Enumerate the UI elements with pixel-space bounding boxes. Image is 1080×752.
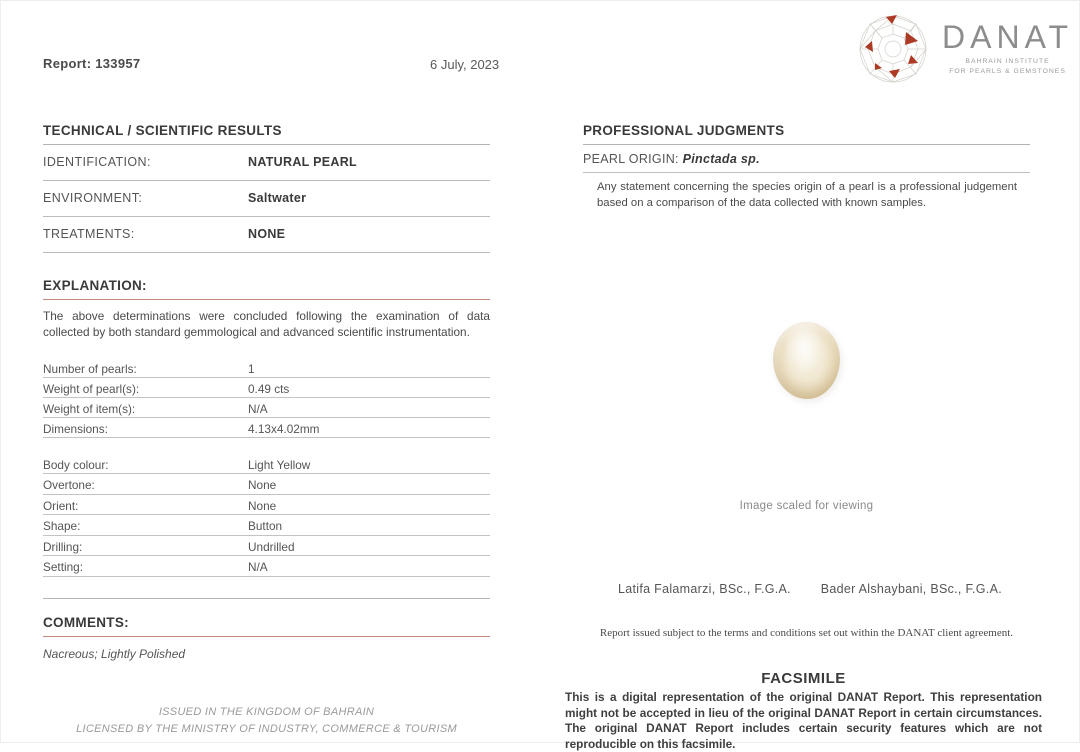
treatments-row bbox=[43, 217, 490, 253]
identification-label: IDENTIFICATION: bbox=[43, 155, 151, 169]
danat-wordmark: DANAT bbox=[942, 18, 1074, 55]
pearl-origin-row bbox=[583, 145, 1030, 173]
pearl-appearance-table bbox=[43, 454, 490, 577]
treatments-value: NONE bbox=[248, 227, 286, 241]
pearl-origin-note: Any statement concerning the species origin of a pearl is a professional judgement based on a comparison of the data collected with known samples. bbox=[597, 181, 1017, 209]
section-divider bbox=[43, 598, 490, 599]
table-row: Shape: Button bbox=[43, 515, 490, 536]
comments-body: Nacreous; Lightly Polished bbox=[43, 646, 186, 661]
professional-judgments-section bbox=[583, 123, 1030, 212]
danat-subtitle: BAHRAIN INSTITUTE FOR PEARLS & GEMSTONES bbox=[949, 57, 1066, 75]
issuer-footer bbox=[43, 704, 490, 738]
signature-right: Bader Alshaybani, BSc., F.G.A. bbox=[820, 582, 1002, 596]
table-row: Number of pearls: 1 bbox=[43, 358, 490, 378]
table-row: Weight of item(s): N/A bbox=[43, 398, 490, 418]
danat-logo-text bbox=[942, 18, 1074, 77]
professional-judgments-title: PROFESSIONAL JUDGMENTS bbox=[583, 123, 1030, 145]
environment-value: Saltwater bbox=[248, 191, 307, 205]
identification-row bbox=[43, 145, 490, 181]
report-date: 6 July, 2023 bbox=[430, 57, 500, 72]
danat-logo bbox=[856, 12, 1073, 86]
facsimile-title: FACSIMILE bbox=[761, 670, 846, 687]
environment-row bbox=[43, 181, 490, 217]
signature-left: Latifa Falamarzi, BSc., F.G.A. bbox=[618, 582, 791, 596]
facsimile-body: This is a digital representation of the original DANAT Report. This representation might not be accepted in lieu of the original DANAT Report in certain circumstances. The original DANAT Report includes certain security features which are not reproducible on this facsimile. bbox=[565, 690, 1042, 751]
signatures-row bbox=[583, 582, 1030, 596]
identification-value: NATURAL PEARL bbox=[248, 155, 357, 169]
issuer-line2: LICENSED BY THE MINISTRY OF INDUSTRY, COMMERCE & TOURISM bbox=[76, 723, 457, 736]
facsimile-section bbox=[565, 670, 1042, 752]
environment-label: ENVIRONMENT: bbox=[43, 191, 143, 205]
technical-results-section bbox=[43, 123, 490, 661]
pearl-photo bbox=[770, 322, 842, 402]
issuer-line1: ISSUED IN THE KINGDOM OF BAHRAIN bbox=[158, 706, 375, 718]
danat-logo-mark-icon bbox=[856, 12, 930, 86]
table-row: Setting: N/A bbox=[43, 556, 490, 577]
image-scale-caption: Image scaled for viewing bbox=[739, 500, 874, 512]
pearl-origin-label: PEARL ORIGIN: bbox=[583, 152, 679, 166]
pearl-origin-value: Pinctada sp. bbox=[682, 152, 760, 166]
pearl-image bbox=[773, 322, 840, 399]
treatments-label: TREATMENTS: bbox=[43, 227, 135, 241]
table-row: Dimensions: 4.13x4.02mm bbox=[43, 418, 490, 438]
table-row: Body colour: Light Yellow bbox=[43, 454, 490, 475]
technical-results-title: TECHNICAL / SCIENTIFIC RESULTS bbox=[43, 123, 490, 145]
table-row: Drilling: Undrilled bbox=[43, 536, 490, 557]
explanation-title: EXPLANATION: bbox=[43, 278, 490, 300]
table-row: Weight of pearl(s): 0.49 cts bbox=[43, 378, 490, 398]
comments-title: COMMENTS: bbox=[43, 615, 490, 637]
report-number: Report: 133957 bbox=[43, 56, 141, 71]
table-row: Overtone: None bbox=[43, 474, 490, 495]
terms-note: Report issued subject to the terms and conditions set out within the DANAT client agreement. bbox=[599, 627, 1014, 639]
pearl-measurements-table bbox=[43, 358, 490, 438]
explanation-body: The above determinations were concluded following the examination of data collected by both standard gemmological and advanced scientific instrumentation. bbox=[43, 309, 490, 339]
table-row: Orient: None bbox=[43, 495, 490, 516]
